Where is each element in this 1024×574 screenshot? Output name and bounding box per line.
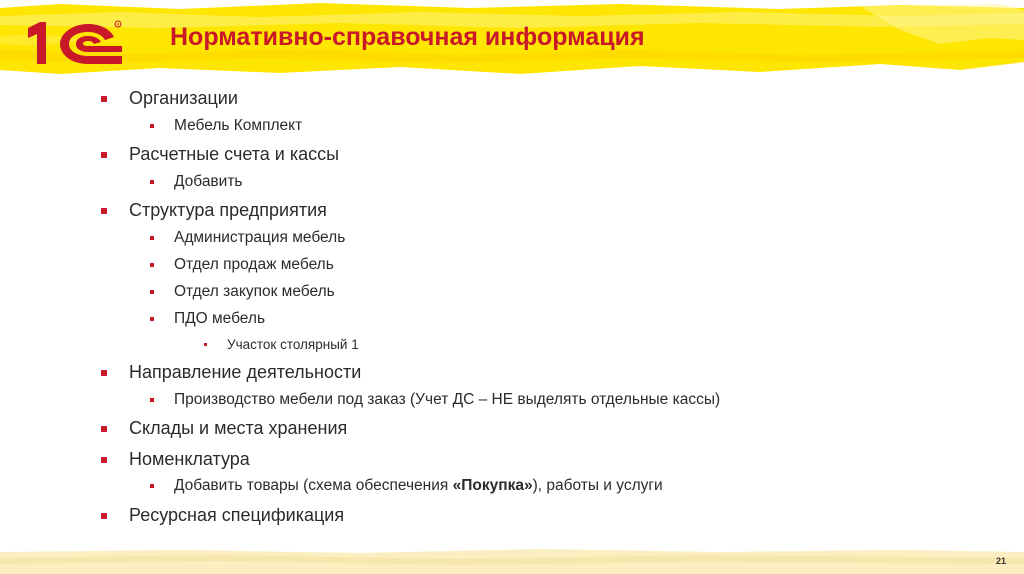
bullet-icon [150, 317, 154, 321]
bullet-icon [150, 236, 154, 240]
list-item-activity [129, 362, 361, 383]
list-item-nomenclature [129, 449, 250, 470]
list-item-purchasing [174, 283, 335, 301]
footer-brush-band [0, 548, 1024, 574]
purchase-scheme-label: «Покупка» [452, 477, 533, 494]
bullet-icon [150, 398, 154, 402]
list-item-label: Администрация мебель [174, 229, 346, 246]
bullet-icon [101, 370, 107, 376]
list-item-label: Отдел продаж мебель [174, 256, 334, 273]
list-item-label: Производство мебели под заказ (Учет ДС – НЕ выделять отдельные кассы) [174, 391, 721, 408]
list-item-label: Организации [129, 88, 238, 108]
list-item-add-goods [174, 477, 663, 495]
list-item-label: Номенклатура [129, 449, 250, 469]
svg-text:R: R [116, 21, 120, 27]
list-item-label: Структура предприятия [129, 200, 327, 220]
list-item-pdo [174, 310, 265, 328]
bullet-icon [101, 96, 107, 102]
list-item-label: Расчетные счета и кассы [129, 144, 340, 164]
bullet-icon [150, 124, 154, 128]
list-item-label: Участок столярный 1 [227, 337, 359, 352]
list-item-label-part: Добавить товары (схема обеспечения [174, 477, 453, 494]
page-number: 21 [995, 556, 1006, 566]
list-item-label: Ресурсная спецификация [129, 505, 345, 525]
list-item-label: ПДО мебель [174, 310, 266, 327]
list-item-structure [129, 200, 327, 221]
bullet-icon [101, 513, 107, 519]
list-item-production [174, 391, 720, 409]
bullet-icon [150, 180, 154, 184]
list-item-label: Направление деятельности [129, 362, 362, 382]
bullet-icon [101, 152, 107, 158]
bullet-icon [150, 263, 154, 267]
list-item-label: Склады и места хранения [129, 418, 348, 438]
list-item-resource-spec [129, 505, 344, 526]
bullet-icon [204, 343, 207, 346]
list-item-organizations [129, 88, 238, 109]
bullet-icon [150, 484, 154, 488]
list-item-label: Отдел закупок мебель [174, 283, 335, 300]
list-item-label-part: ), работы и услуги [532, 477, 663, 494]
list-item-sales [174, 256, 334, 274]
list-item-carpentry [227, 337, 359, 352]
list-item-accounts [129, 144, 339, 165]
list-item-warehouses [129, 418, 347, 439]
bullet-icon [101, 457, 107, 463]
list-item-mebel-komplekt [174, 117, 302, 135]
bullet-icon [150, 290, 154, 294]
bullet-icon [101, 208, 107, 214]
list-item-label: Мебель Комплект [174, 117, 303, 134]
slide-title: Нормативно-справочная информация [170, 23, 645, 51]
list-item-label: Добавить [174, 173, 243, 190]
list-item-administration [174, 229, 345, 247]
list-item-add [174, 173, 243, 191]
bullet-icon [101, 426, 107, 432]
